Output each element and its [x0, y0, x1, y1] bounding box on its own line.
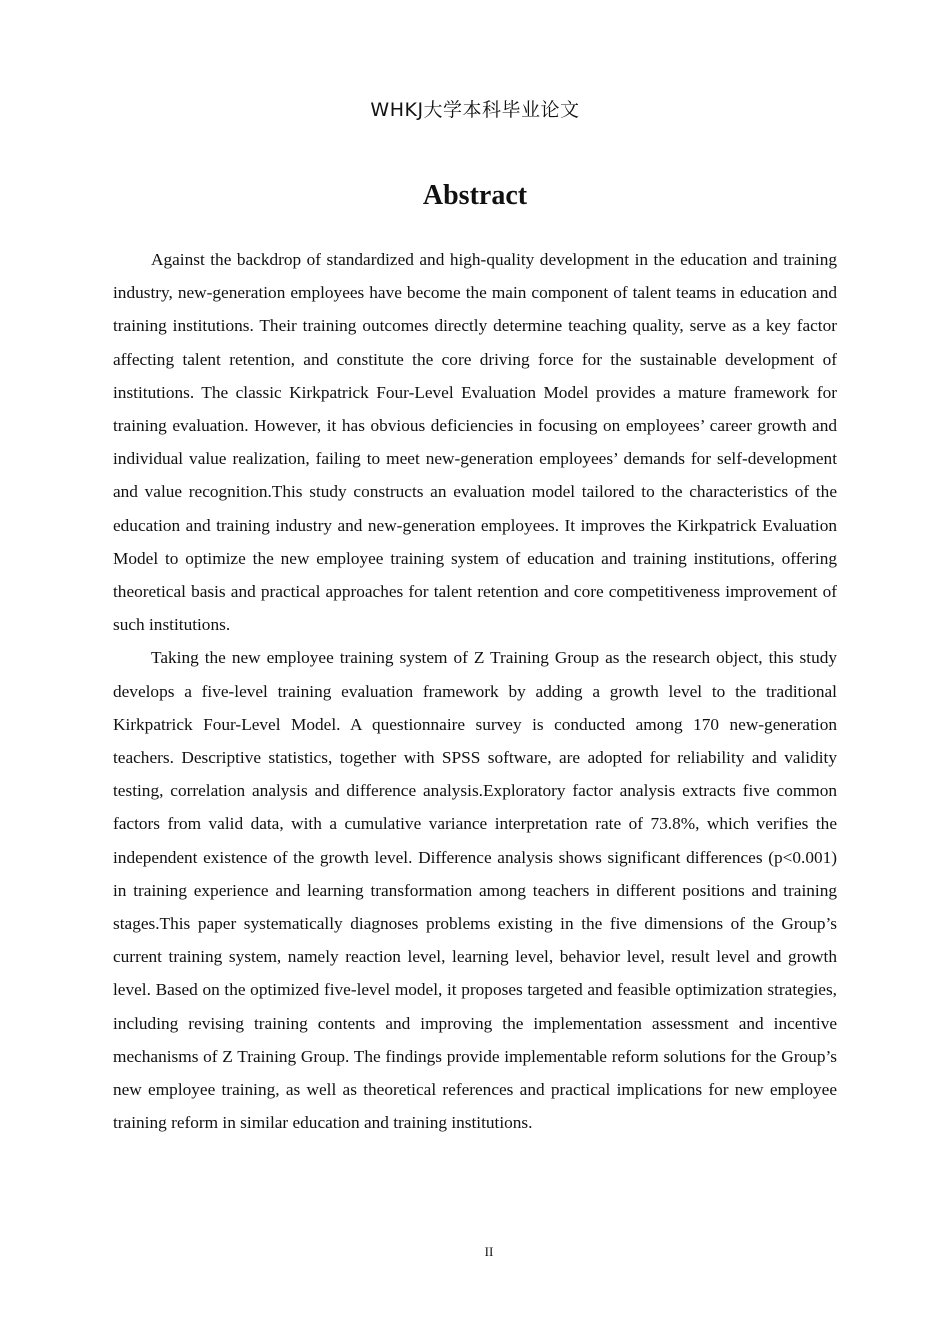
abstract-paragraph-1: Against the backdrop of standardized and high-quality development in the education and training industry, new-generation employees have become the main component of talent teams in education and training institutions. Their training outcomes directly determine teaching quality, serve as a key factor affecting talent retention, and constitute the core driving force for the sustainable development of institutions. The classic Kirkpatrick Four-Level Evaluation Model provides a mature framework for training evaluation. However, it has obvious deficiencies in focusing on employees’ career growth and individual value realization, failing to meet new-generation employees’ demands for self-development and value recognition.This study constructs an evaluation model tailored to the characteristics of the education and training industry and new-generation employees. It improves the Kirkpatrick Evaluation Model to optimize the new employee training system of education and training institutions, offering theoretical basis and practical approaches for talent retention and core competitiveness improvement of such institutions.: [113, 250, 837, 635]
abstract-paragraph-2: Taking the new employee training system of Z Training Group as the research object, this study develops a five-level training evaluation framework by adding a growth level to the traditional Kirkpatrick Four-Level Model. A questionnaire survey is conducted among 170 new-generation teachers. Descriptive statistics, together with SPSS software, are adopted for reliability and validity testing, correlation analysis and difference analysis.Exploratory factor analysis extracts five common factors from valid data, with a cumulative variance interpretation rate of 73.8%, which verifies the independent existence of the growth level. Difference analysis shows significant differences (p<0.001) in training experience and learning transformation among teachers in different positions and training stages.This paper systematically diagnoses problems existing in the five dimensions of the Group’s current training system, namely reaction level, learning level, behavior level, result level and growth level. Based on the optimized five-level model, it proposes targeted and feasible optimization strategies, including revising training contents and improving the implementation assessment and incentive mechanisms of Z Training Group. The findings provide implementable reform solutions for the Group’s new employee training, as well as theoretical references and practical implications for new employee training reform in similar education and training institutions.: [113, 648, 837, 1133]
page-number: II: [484, 1244, 494, 1259]
running-header: WHKJ大学本科毕业论文: [370, 99, 580, 121]
abstract-title: Abstract: [422, 180, 528, 211]
abstract-body: [113, 243, 837, 1139]
